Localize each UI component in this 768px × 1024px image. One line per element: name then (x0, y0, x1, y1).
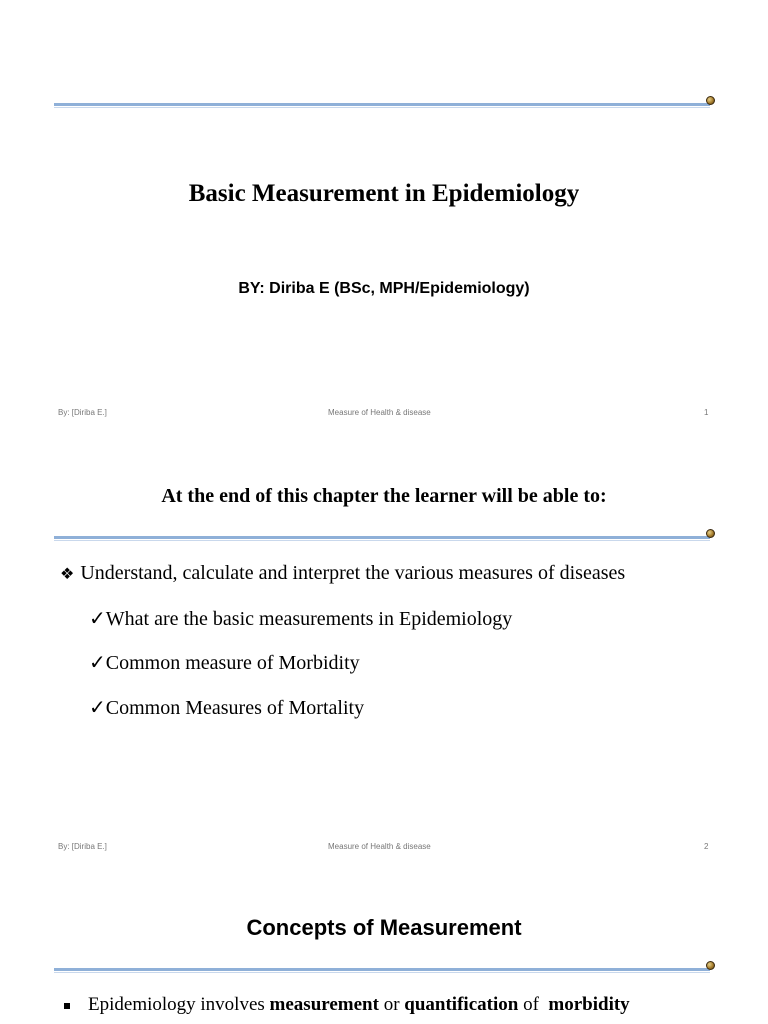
square-bullet-icon (64, 1003, 70, 1009)
slide2-main-bullet (60, 562, 625, 585)
bullet-text-part3: of (518, 994, 544, 1015)
bullet-text-bold2: quantification (404, 994, 519, 1015)
main-bullet-text: Understand, calculate and interpret the various measures of diseases (80, 562, 626, 584)
slide3-first-bullet (64, 994, 630, 1016)
footer-course: Measure of Health & disease (328, 408, 431, 417)
footer-page-number: 2 (704, 842, 709, 851)
footer-page-number: 1 (704, 408, 709, 417)
bullet-text-bold1: measurement (269, 994, 379, 1015)
slide1-author: BY: Diriba E (BSc, MPH/Epidemiology) (238, 280, 530, 297)
slide2-sub-bullet (89, 695, 364, 720)
slide2-sub-bullet (89, 606, 512, 631)
footer-author: By: [Diriba E.] (58, 842, 107, 851)
sub-bullet-text: Common Measures of Mortality (105, 697, 365, 719)
slide1-title: Basic Measurement in Epidemiology (188, 180, 580, 207)
footer-course: Measure of Health & disease (328, 842, 431, 851)
checkmark-icon: ✓ (89, 652, 106, 674)
slide2-title: At the end of this chapter the learner will be able to: (161, 485, 607, 507)
slide1-footer (0, 408, 768, 422)
footer-author: By: [Diriba E.] (58, 408, 107, 417)
diamond-bullet-icon: ❖ (60, 566, 75, 583)
slide2-ornament-dot (706, 529, 715, 538)
sub-bullet-text: Common measure of Morbidity (105, 652, 360, 674)
slide2-footer (0, 842, 768, 856)
checkmark-icon: ✓ (89, 608, 106, 630)
slide2-sub-bullet (89, 650, 360, 675)
checkmark-icon: ✓ (89, 697, 106, 719)
slide3-title: Concepts of Measurement (246, 915, 522, 940)
bullet-text-part2: or (378, 994, 405, 1015)
bullet-text-part1: Epidemiology involves (88, 994, 270, 1015)
bullet-text-bold3: morbidity (548, 994, 630, 1015)
slide3-ornament-dot (706, 961, 715, 970)
slide1-ornament-dot (706, 96, 715, 105)
sub-bullet-text: What are the basic measurements in Epidemiology (105, 608, 513, 630)
